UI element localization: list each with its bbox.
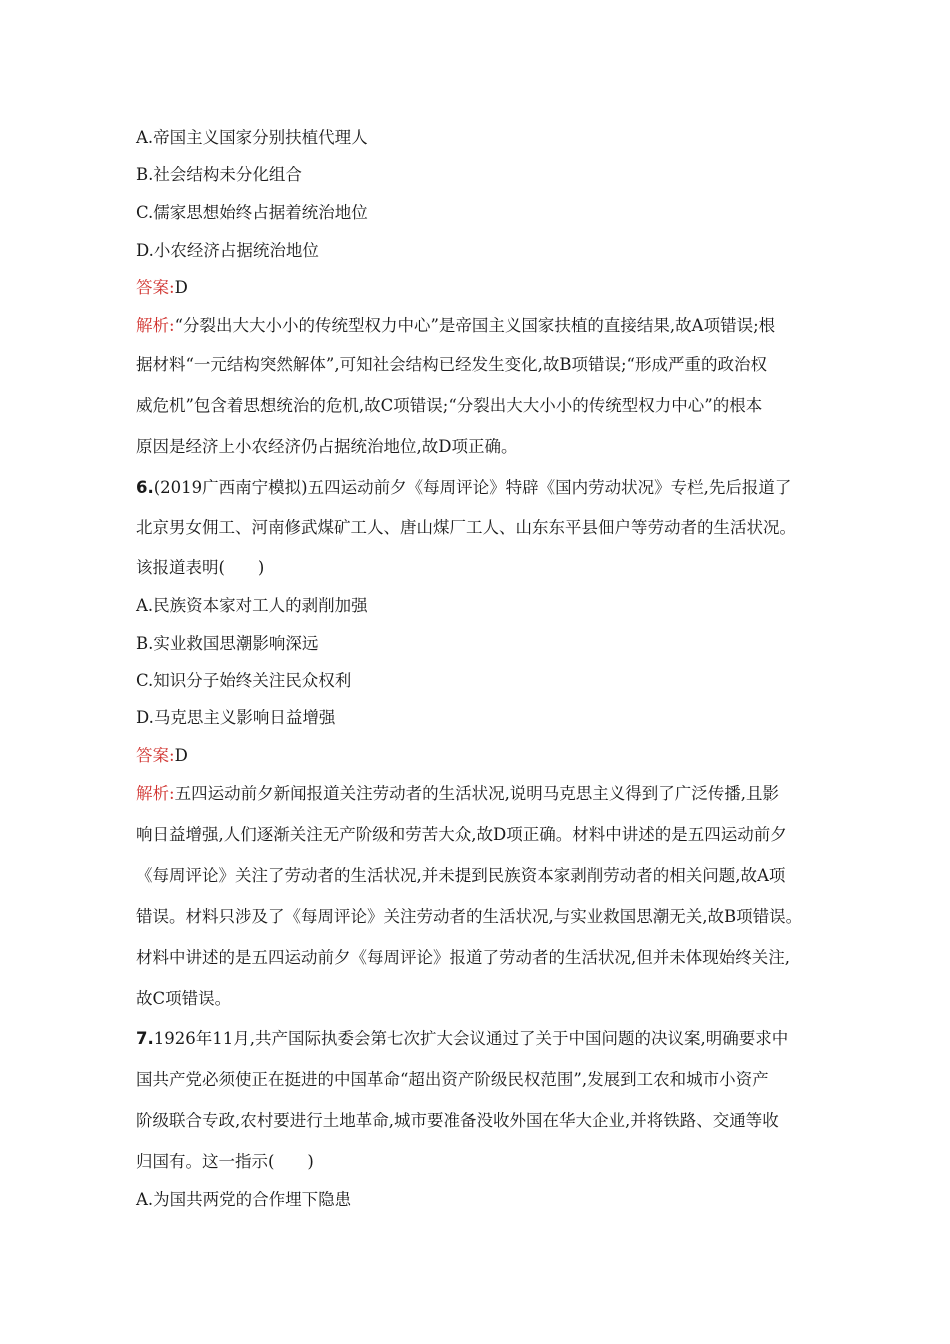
q5-analysis-label: 解析: xyxy=(136,316,175,335)
q6-answer-label: 答案: xyxy=(136,746,175,765)
q7-number: 7. xyxy=(136,1029,154,1048)
q5-option-d: D.小农经济占据统治地位 xyxy=(136,241,319,260)
q5-analysis-line-4: 原因是经济上小农经济仍占据统治地位,故D项正确。 xyxy=(136,437,518,456)
q5-analysis-text-1: “分裂出大大小小的传统型权力中心”是帝国主义国家扶植的直接结果,故A项错误;根 xyxy=(174,316,776,335)
q6-number: 6. xyxy=(136,478,154,497)
q5-analysis-line-2: 据材料“一元结构突然解体”,可知社会结构已经发生变化,故B项错误;“形成严重的政治权 xyxy=(136,355,767,374)
q6-stem-text-1: (2019广西南宁模拟)五四运动前夕《每周评论》特辟《国内劳动状况》专栏,先后报道了 xyxy=(153,478,792,497)
q6-answer-value: D xyxy=(174,746,188,765)
q6-stem-line-1 xyxy=(136,476,816,500)
q7-stem-line-3: 阶级联合专政,农村要进行土地革命,城市要准备没收外国在华大企业,并将铁路、交通等收 xyxy=(136,1111,779,1130)
q6-option-d: D.马克思主义影响日益增强 xyxy=(136,708,336,727)
q6-option-b: B.实业救国思潮影响深远 xyxy=(136,634,319,653)
q6-option-a: A.民族资本家对工人的剥削加强 xyxy=(136,596,368,615)
q7-stem-text-1: 1926年11月,共产国际执委会第七次扩大会议通过了关于中国问题的决议案,明确要求中 xyxy=(153,1029,789,1048)
q7-stem-line-1 xyxy=(136,1027,816,1051)
q5-option-b: B.社会结构未分化组合 xyxy=(136,165,302,184)
q6-answer xyxy=(136,744,816,768)
q6-stem-line-2: 北京男女佣工、河南修武煤矿工人、唐山煤厂工人、山东东平县佃户等劳动者的生活状况。 xyxy=(136,518,796,537)
q7-option-a: A.为国共两党的合作埋下隐患 xyxy=(136,1190,352,1209)
q5-option-a: A.帝国主义国家分别扶植代理人 xyxy=(136,128,368,147)
q5-answer xyxy=(136,276,816,300)
q6-analysis-line-6: 故C项错误。 xyxy=(136,989,232,1008)
q7-stem-line-2: 国共产党必须使正在挺进的中国革命“超出资产阶级民权范围”,发展到工农和城市小资产 xyxy=(136,1070,769,1089)
q6-analysis-text-1: 五四运动前夕新闻报道关注劳动者的生活状况,说明马克思主义得到了广泛传播,且影 xyxy=(174,784,780,803)
q5-answer-value: D xyxy=(174,278,188,297)
q5-analysis-line-3: 威危机”包含着思想统治的危机,故C项错误;“分裂出大大小小的传统型权力中心”的根本 xyxy=(136,396,763,415)
q6-option-c: C.知识分子始终关注民众权利 xyxy=(136,671,352,690)
q6-analysis-line-5: 材料中讲述的是五四运动前夕《每周评论》报道了劳动者的生活状况,但并未体现始终关注, xyxy=(136,948,790,967)
q6-analysis-label: 解析: xyxy=(136,784,175,803)
q6-analysis-line-4: 错误。材料只涉及了《每周评论》关注劳动者的生活状况,与实业救国思潮无关,故B项错误。 xyxy=(136,907,803,926)
q6-analysis-line-2: 响日益增强,人们逐渐关注无产阶级和劳苦大众,故D项正确。材料中讲述的是五四运动前夕 xyxy=(136,825,787,844)
q7-stem-line-4: 归国有。这一指示( ) xyxy=(136,1152,314,1171)
q6-stem-line-3: 该报道表明( ) xyxy=(136,558,265,577)
q6-analysis-line-1 xyxy=(136,782,816,806)
q5-option-c: C.儒家思想始终占据着统治地位 xyxy=(136,203,368,222)
q6-analysis-line-3: 《每周评论》关注了劳动者的生活状况,并未提到民族资本家剥削劳动者的相关问题,故A项 xyxy=(136,866,786,885)
q5-answer-label: 答案: xyxy=(136,278,175,297)
q5-analysis-line-1 xyxy=(136,314,816,338)
